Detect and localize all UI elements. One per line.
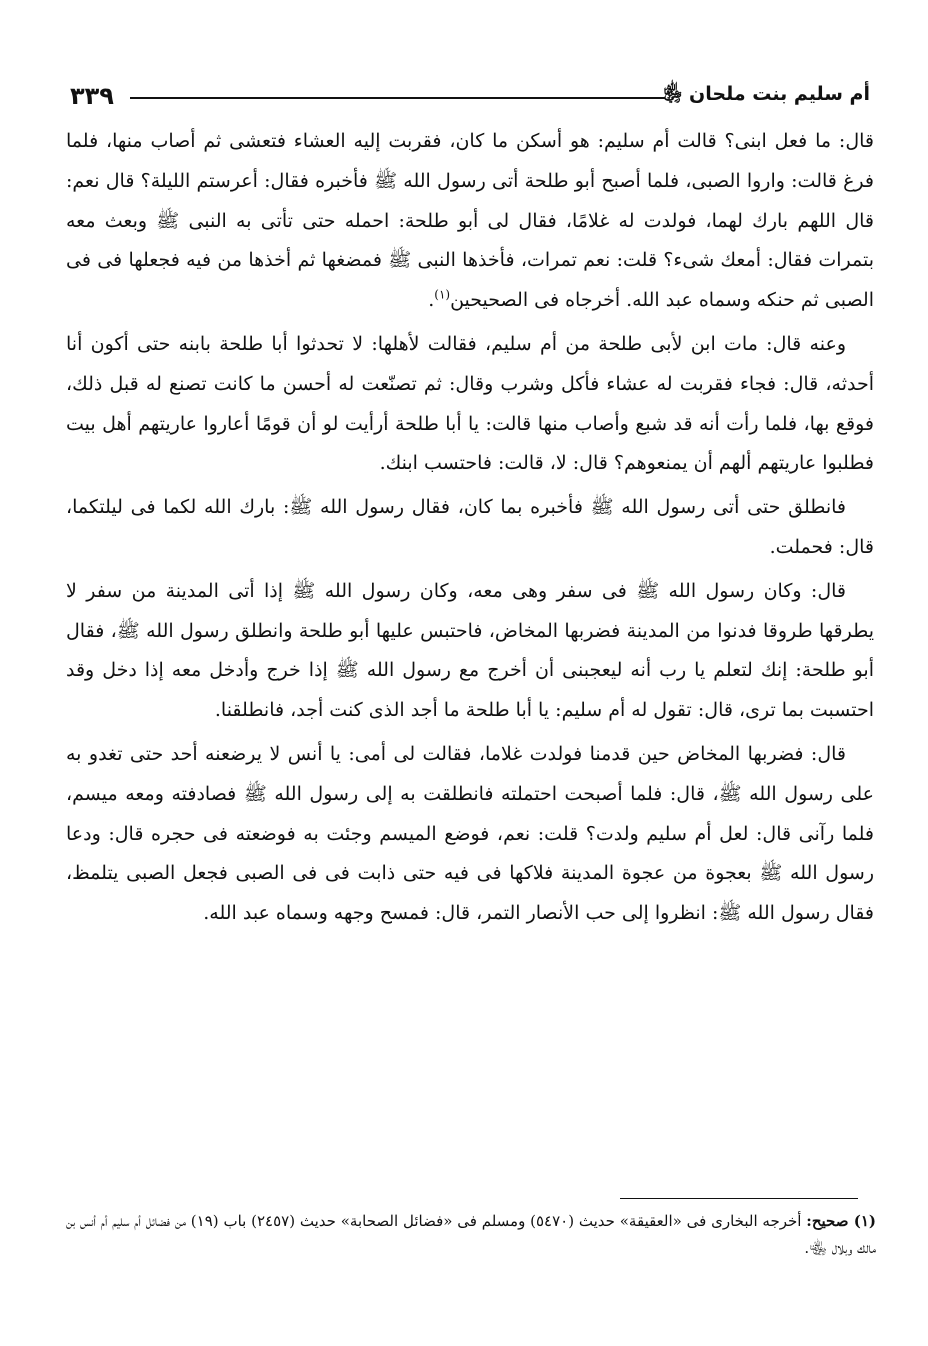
- page-header: [70, 82, 870, 118]
- paragraph-1-text: قال: ما فعل ابنى؟ قالت أم سليم: هو أسكن ما كان، فقربت إليه العشاء فتعشى ثم أصاب منها، فلما فرغ قالت: واروا الصبى، فلما أصبح أبو طلحة أتى رسول الله ﷺ فأخبره فقال: أعرستم الليلة؟ قال نعم: قال اللهم بارك لهما، فولدت له غلامًا، فقال لى أبو طلحة: احمله حتى تأتى به النبى ﷺ وبعث معه بتمرات فقال: أمعك شىء؟ قلت: نعم تمرات، فأخذها النبى ﷺ فمضغها ثم أخذها من فيه فجعلها فى فى الصبى ثم حنكه وسماه عبد الله. أخرجاه فى الصحيحين: [66, 130, 874, 312]
- paragraph-4: قال: وكان رسول الله ﷺ فى سفر وهى معه، وكان رسول الله ﷺ إذا أتى المدينة من سفر لا يطرقها طروقا فدنوا من المدينة فضربها المخاض، فاحتبس عليها أبو طلحة وانطلق رسول الله ﷺ، فقال أبو طلحة: إنك لتعلم يا رب أنه ليعجبنى أن أخرج مع رسول الله ﷺ إذا خرج وأدخل معه إذا دخل وقد احتسبت بما ترى، قال: تقول له أم سليم: يا أبا طلحة ما أجد الذى كنت أجد، فانطلقنا.: [66, 579, 874, 722]
- footnote-label: (١) صحيح:: [806, 1212, 876, 1230]
- footnote-rule: [620, 1198, 858, 1199]
- footnote-text: أخرجه البخارى فى «العقيقة» حديث (٥٤٧٠) ومسلم فى «فضائل الصحابة» حديث (٢٤٥٧) باب (١٩) من فضائل أم سليم أم أنس بن مالك وبلال ﵄.: [66, 1212, 876, 1257]
- header-rule: [130, 97, 665, 99]
- page-number: ٣٣٩: [70, 82, 114, 110]
- running-title: أم سليم بنت ملحان ﵂: [663, 83, 870, 105]
- body-text: [66, 122, 874, 934]
- paragraph-2: وعنه قال: مات ابن لأبى طلحة من أم سليم، فقالت لأهلها: لا تحدثوا أبا طلحة بابنه حتى أكون أنا أحدثه، قال: فجاء فقربت له عشاء فأكل وشرب وقال: ثم تصنّعت له أحسن ما كانت تصنع له قبل ذلك، فوقع بها، فلما رأت أنه قد شبع وأصاب منها قالت: يا أبا طلحة أرأيت لو أن قومًا أعاروا عاريتهم أهل بيت فطلبوا عاريتهم ألهم أن يمنعوهم؟ قال: لا، قالت: فاحتسب ابنك.: [66, 332, 874, 475]
- footnote-reference: (١): [434, 287, 451, 302]
- paragraph-3: فانطلق حتى أتى رسول الله ﷺ فأخبره بما كان، فقال رسول الله ﷺ: بارك الله لكما فى ليلتكما، قال: فحملت.: [66, 496, 874, 558]
- paragraph-1-end: .: [428, 289, 435, 312]
- paragraph-5: قال: فضربها المخاض حين قدمنا فولدت غلاما، فقالت لى أمى: يا أنس لا يرضعنه أحد حتى تغدو به على رسول الله ﷺ، قال: فلما أصبحت احتملته فانطلقت به إلى رسول الله ﷺ فصادفته ومعه ميسم، فلما رآنى قال: لعل أم سليم ولدت؟ قلت: نعم، فوضع الميسم وجئت به فوضعته فى حجره قال: ودعا رسول الله ﷺ بعجوة من عجوة المدينة فلاكها فى فيه حتى ذابت فى فى الصبى فجعل الصبى يتلمظ، فقال رسول الله ﷺ: انظروا إلى حب الأنصار التمر، قال: فمسح وجهه وسماه عبد الله.: [66, 742, 874, 925]
- paragraph-1: [66, 122, 874, 321]
- footnotes: [66, 1208, 876, 1262]
